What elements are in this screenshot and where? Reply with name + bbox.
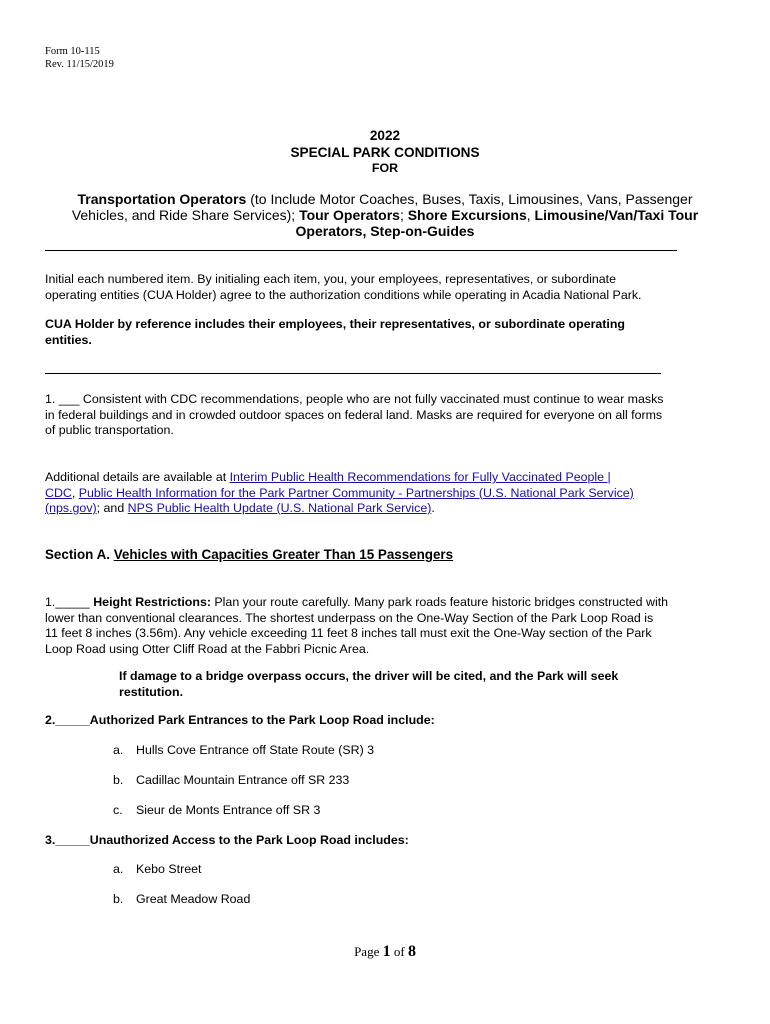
subtitle-line-1: Transportation Operators (to Include Motor Coaches, Buses, Taxis, Limousines, Vans, Passenger [77, 191, 693, 207]
list-item: b. Great Meadow Road [113, 892, 251, 906]
subtitle-line-2: Vehicles, and Ride Share Services); Tour Operators; Shore Excursions, Limousine/Van/Taxi Tour [71, 207, 699, 223]
item-unauthorized-access: 3._____Unauthorized Access to the Park Loop Road includes: [45, 833, 409, 847]
bridge-damage-warning: If damage to a bridge overpass occurs, the driver will be cited, and the Park will seek restitution. [119, 669, 619, 699]
form-header [45, 46, 114, 71]
nps-partner-health-link[interactable]: Public Health Information for the Park Partner Community - Partnerships (U.S. National Park Service) [78, 485, 634, 500]
divider-2 [45, 373, 661, 374]
title-year: 2022 [369, 128, 401, 143]
form-revision: Rev. 11/15/2019 [45, 58, 114, 70]
form-number: Form 10-115 [45, 46, 100, 57]
cdc-recommendations-link[interactable]: Interim Public Health Recommendations for Fully Vaccinated People | [229, 470, 611, 484]
additional-details: Additional details are available at Interim Public Health Recommendations for Fully Vaccinated People | CDC, Public Health Information for the Park Partner Community - Partnerships (U.S. National Park Service) (nps.gov); and NPS Public Health Update (U.S. National Park Service). [45, 470, 634, 515]
page-footer: Page 1 of 8 [354, 943, 416, 960]
page-total: 8 [407, 943, 416, 960]
divider-1 [45, 250, 677, 251]
list-item: b. Cadillac Mountain Entrance off SR 233 [113, 773, 350, 787]
cua-holder-note: CUA Holder by reference includes their employees, their representatives, or subordinate operating entities. [45, 317, 626, 347]
section-a-heading: Section A. Vehicles with Capacities Greater Than 15 Passengers [45, 547, 454, 562]
item-authorized-entrances: 2._____Authorized Park Entrances to the Park Loop Road include: [45, 713, 435, 727]
subtitle-line-3: Operators, Step-on-Guides [295, 223, 475, 239]
item-1-masks: 1. ___ Consistent with CDC recommendations, people who are not fully vaccinated must continue to wear masks in federal buildings and in crowded outdoor spaces on federal land. Masks are required for everyone on all forms of public transportation. [45, 392, 664, 437]
cdc-recommendations-link-cont[interactable]: CDC [45, 485, 72, 500]
item-height-restrictions: 1._____ Height Restrictions: Plan your route carefully. Many park roads feature historic bridges constructed with lower than conventional clearances. The shortest underpass on the One-Way Section of the Park Loop Road is 11 feet 8 inches (3.56m). Any vehicle exceeding 11 feet 8 inches tall must exit the One-Way section of the Park Loop Road using Otter Cliff Road at the Fabbri Picnic Area. [45, 595, 669, 656]
list-item: a. Kebo Street [113, 862, 202, 876]
title-heading: SPECIAL PARK CONDITIONS [290, 145, 480, 160]
intro-paragraph: Initial each numbered item. By initialing each item, you, your employees, representatives, or subordinate operating entities (CUA Holder) agree to the authorization conditions while operating in Acadia National Park. [45, 272, 642, 302]
title-for: FOR [371, 161, 399, 175]
subtitle-transport: Transportation Operators [77, 191, 247, 207]
nps-partner-health-link-cont[interactable]: (nps.gov) [45, 501, 97, 515]
list-item: c. Sieur de Monts Entrance off SR 3 [113, 803, 321, 817]
nps-health-update-link[interactable]: NPS Public Health Update (U.S. National Park Service) [127, 501, 432, 515]
page-number: 1 [382, 943, 391, 960]
list-item: a. Hulls Cove Entrance off State Route (SR) 3 [113, 743, 375, 757]
